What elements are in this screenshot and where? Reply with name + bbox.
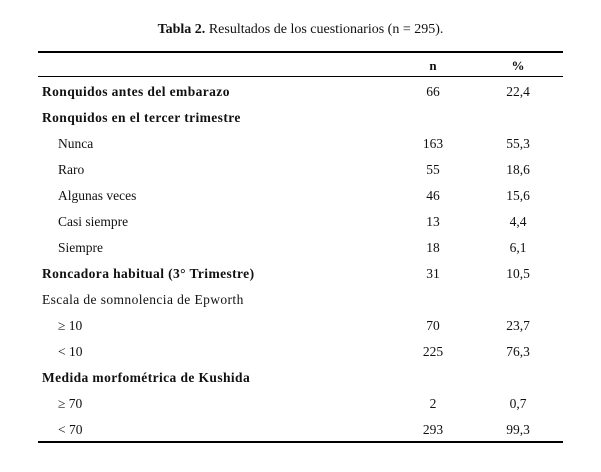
row-label: < 10	[58, 344, 83, 359]
row-percent: 76,3	[506, 344, 530, 359]
table-row	[38, 84, 563, 104]
row-label: Algunas veces	[58, 188, 137, 203]
row-label: ≥ 70	[58, 396, 83, 411]
table-caption	[0, 22, 601, 38]
column-header-percent: %	[511, 58, 525, 73]
row-label: ≥ 10	[58, 318, 83, 333]
row-label: Roncadora habitual (3° Trimestre)	[42, 266, 255, 281]
row-percent: 6,1	[509, 240, 527, 255]
row-count: 55	[426, 162, 440, 177]
table-row	[38, 344, 563, 364]
row-count: 2	[429, 396, 437, 411]
row-label: Ronquidos en el tercer trimestre	[42, 110, 241, 125]
table-header-rule	[38, 76, 563, 77]
column-header-n: n	[429, 58, 437, 73]
row-count: 225	[422, 344, 444, 359]
row-percent: 23,7	[506, 318, 530, 333]
table-row	[38, 162, 563, 182]
row-percent: 15,6	[506, 188, 530, 203]
table-row	[38, 188, 563, 208]
table-caption-label: Tabla 2.	[157, 22, 206, 37]
row-percent: 22,4	[506, 84, 530, 99]
table-row	[38, 396, 563, 416]
table-top-rule	[38, 51, 563, 53]
row-count: 18	[426, 240, 440, 255]
row-count: 70	[426, 318, 440, 333]
row-percent: 4,4	[509, 214, 527, 229]
row-count: 31	[426, 266, 440, 281]
row-label: Medida morfométrica de Kushida	[42, 370, 251, 385]
row-label: Ronquidos antes del embarazo	[42, 84, 230, 99]
table-row	[38, 318, 563, 338]
row-percent: 55,3	[506, 136, 530, 151]
row-percent: 18,6	[506, 162, 530, 177]
row-label: Escala de somnolencia de Epworth	[42, 292, 244, 307]
table-row	[38, 240, 563, 260]
table-row	[38, 422, 563, 442]
row-label: < 70	[58, 422, 83, 437]
row-count: 66	[426, 84, 440, 99]
table-row	[38, 266, 563, 286]
table-row	[38, 214, 563, 234]
table-row	[38, 110, 563, 130]
row-count: 46	[426, 188, 440, 203]
table-row	[38, 136, 563, 156]
table-caption-text: Resultados de los cuestionarios (n = 295).	[205, 22, 444, 37]
row-count: 13	[426, 214, 440, 229]
row-label: Raro	[58, 162, 85, 177]
row-percent: 0,7	[509, 396, 527, 411]
row-label: Casi siempre	[58, 214, 129, 229]
row-percent: 99,3	[506, 422, 530, 437]
row-count: 293	[422, 422, 444, 437]
row-count: 163	[422, 136, 444, 151]
row-label: Siempre	[58, 240, 103, 255]
row-label: Nunca	[58, 136, 94, 151]
table-bottom-rule	[38, 441, 563, 443]
table-row	[38, 292, 563, 312]
row-percent: 10,5	[506, 266, 530, 281]
table-row	[38, 370, 563, 390]
